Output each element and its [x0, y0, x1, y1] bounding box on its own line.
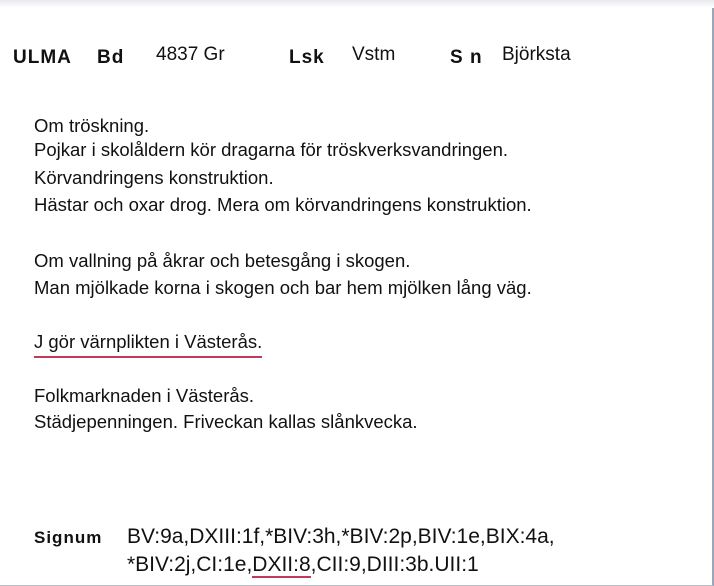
text-line: Hästar och oxar drog. Mera om körvandringens konstruktion. [34, 194, 532, 215]
archive-label: ULMA [13, 47, 72, 68]
signum-line-1: BV:9a,DXIII:1f,*BIV:3h,*BIV:2p,BIV:1e,BIX:4a, [127, 525, 555, 548]
volume-value: 4837 Gr [156, 44, 225, 65]
text-line: Man mjölkade korna i skogen och bar hem mjölken lång väg. [34, 277, 532, 298]
parish-value: Björksta [502, 44, 571, 65]
county-label: Lsk [289, 47, 325, 68]
volume-label: Bd [97, 47, 125, 68]
signum-underlined-code: DXII:8 [252, 553, 311, 576]
underlined-text: J gör värnplikten i Västerås. [34, 330, 262, 358]
card-top-edge [0, 0, 714, 8]
underlined-text-line [34, 330, 262, 358]
county-value: Vstm [352, 44, 396, 65]
signum-line-2 [127, 552, 479, 578]
text-line: Om tröskning. [34, 115, 150, 136]
text-line: Städjepenningen. Friveckan kallas slånkvecka. [34, 411, 418, 432]
parish-label: S n [450, 47, 483, 68]
text-line: Om vallning på åkrar och betesgång i skogen. [34, 250, 411, 271]
signum-part: *BIV:2j,CI:1e, [127, 553, 253, 576]
signum-part: ,CII:9,DIII:3b.UII:1 [310, 553, 479, 576]
text-line: Körvandringens konstruktion. [34, 167, 274, 188]
text-line: Pojkar i skolåldern kör dragarna för tröskverksvandringen. [34, 139, 509, 160]
signum-label: Signum [34, 528, 103, 547]
text-line: Folkmarknaden i Västerås. [34, 385, 255, 406]
